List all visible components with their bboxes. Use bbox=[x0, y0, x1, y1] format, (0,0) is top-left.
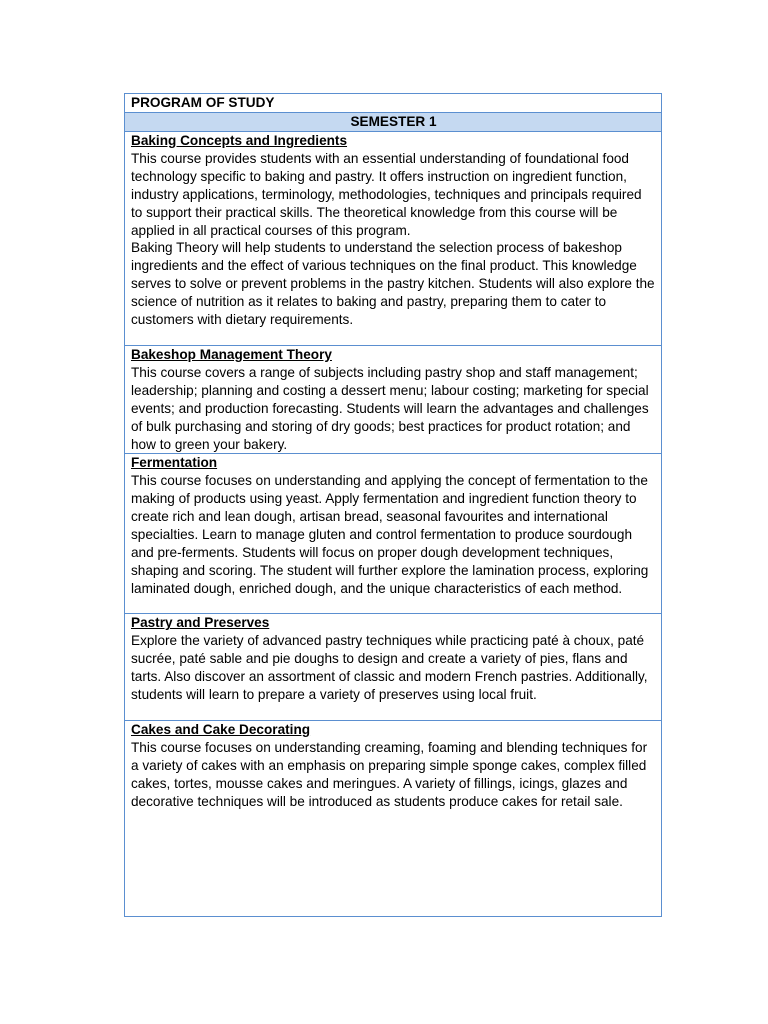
course-title: Pastry and Preserves bbox=[131, 615, 270, 631]
program-of-study-table bbox=[124, 93, 662, 917]
program-title-row bbox=[125, 94, 662, 113]
course-cell-pastry-preserves bbox=[125, 614, 662, 721]
course-description: Explore the variety of advanced pastry techniques while practicing paté à choux, paté sucrée, paté sable and pie doughs to design and create a variety of pies, flans and tarts. Also discover an assortment of classic and modern French pastries. Additionally, students will learn to prepare a variety of preserves using local fruit. bbox=[131, 633, 648, 703]
course-description: This course provides students with an essential understanding of foundational food technology specific to baking and pastry. It offers instruction on ingredient function, industry applications, terminology, methodologies, techniques and principals required to support their practical skills. The theoretical knowledge from this course will be applied in all practical courses of this program. bbox=[131, 150, 642, 238]
course-cell-cakes-decorating bbox=[125, 721, 662, 917]
course-title: Cakes and Cake Decorating bbox=[131, 722, 311, 738]
semester-row bbox=[125, 113, 662, 132]
course-title: Fermentation bbox=[131, 455, 218, 471]
course-title: Baking Concepts and Ingredients bbox=[131, 133, 348, 148]
course-description: This course focuses on understanding and applying the concept of fermentation to the making of products using yeast. Apply fermentation and ingredient function theory to create rich and lean dough, artisan bread, seasonal favourites and international specialties. Learn to manage gluten and control fermentation to produce sourdough and pre-ferments. Students will focus on proper dough development techniques, shaping and scoring. The student will further explore the lamination process, exploring laminated dough, enriched dough, and the unique characteristics of each method. bbox=[131, 473, 649, 596]
course-row bbox=[125, 454, 662, 614]
course-cell-baking-concepts bbox=[125, 132, 662, 346]
course-row bbox=[125, 721, 662, 917]
course-description: Baking Theory will help students to understand the selection process of bakeshop ingredients and the effect of various techniques on the final product. This knowledge serves to solve or prevent problems in the pastry kitchen. Students will also explore the science of nutrition as it relates to baking and pastry, preparing them to cater to customers with dietary requirements. bbox=[131, 240, 655, 328]
course-description: This course covers a range of subjects including pastry shop and staff management; leadership; planning and costing a dessert menu; labour costing; marketing for special events; and production forecasting. Students will learn the advantages and challenges of bulk purchasing and storing of dry goods; best practices for product rotation; and how to green your bakery. bbox=[131, 364, 649, 452]
course-row bbox=[125, 132, 662, 346]
course-title: Bakeshop Management Theory bbox=[131, 347, 332, 362]
course-cell-bakeshop-management bbox=[125, 346, 662, 454]
program-title: PROGRAM OF STUDY bbox=[125, 94, 662, 113]
course-row bbox=[125, 346, 662, 454]
course-description: This course focuses on understanding creaming, foaming and blending techniques for a variety of cakes with an emphasis on preparing simple sponge cakes, complex filled cakes, tortes, mousse cakes and meringues. A variety of fillings, icings, glazes and decorative techniques will be introduced as students produce cakes for retail sale. bbox=[131, 740, 648, 810]
course-cell-fermentation bbox=[125, 454, 662, 614]
semester-heading: SEMESTER 1 bbox=[125, 113, 662, 132]
course-row bbox=[125, 614, 662, 721]
